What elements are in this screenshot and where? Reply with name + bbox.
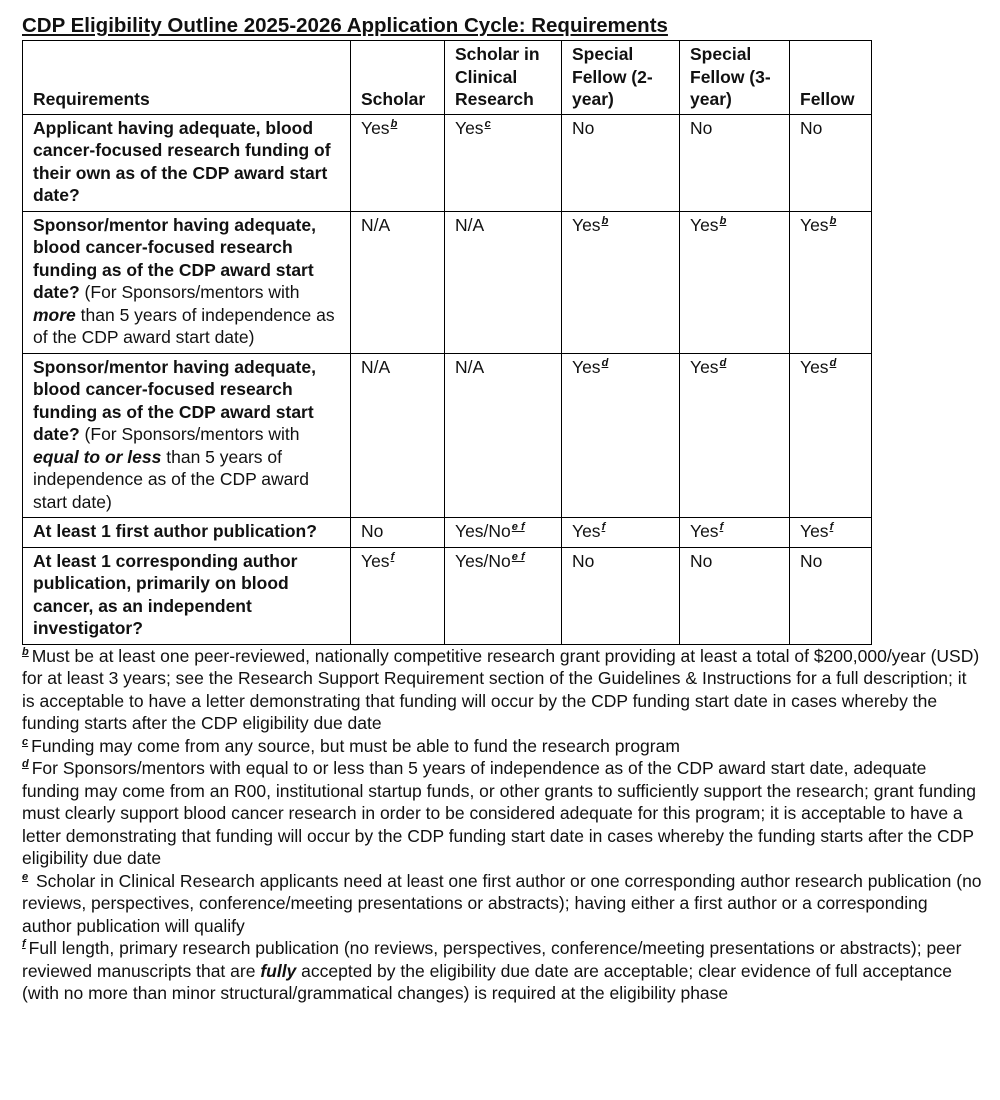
requirement-text: Sponsor/mentor having adequate, blood cancer-focused research funding as of the CDP award start date? [33,214,316,302]
table-row [23,518,872,548]
value-cell: N/A [445,353,562,518]
footnote-mark: e [22,870,29,883]
footnote-ref: f [390,550,395,563]
header-fellow: Fellow [790,41,872,115]
footnote-ref: c [484,117,491,130]
footnote-mark: b [22,645,29,658]
footnote-mark: f [22,938,26,951]
footnote-d: $^d$ For Sponsors/mentors with equal to or less than 5 years of independence as of the CDP award start date, adequate funding may come from an R00, institutional startup funds, or other grants to sufficiently support the research; grant funding must clearly support blood cancer research in order to be considered adequate for this program; it is acceptable to have a letter demonstrating that funding will occur by the CDP funding start date in cases whereby the funding starts after the CDP eligibility due date [22,758,976,868]
document-page [22,12,982,1005]
footnote-ref: e f [511,550,525,563]
footnote-ref: b [829,214,837,227]
value-cell: Yes$^c$ [445,114,562,211]
value-cell: Yes$^f$ [790,518,872,548]
footnote-ref: d [601,356,609,369]
table-header-row [23,41,872,115]
footnote-ref: d [719,356,727,369]
footnote-ref: d [829,356,837,369]
value-cell: N/A [445,211,562,353]
value-cell: Yes$^b$ [790,211,872,353]
table-row [23,353,872,518]
value-cell: Yes/No$^{e f}$ [445,547,562,644]
value-cell: Yes$^f$ [351,547,445,644]
value-cell: Yes$^f$ [680,518,790,548]
requirements-table [22,40,872,645]
requirement-cell: Sponsor/mentor having adequate, blood cancer-focused research funding as of the CDP award start date? (For Sponsors/mentors with more than 5 years of independence as of the CDP award start date) [23,211,351,353]
footnote-ref: b [719,214,727,227]
footnote-b: $^b$ Must be at least one peer-reviewed, nationally competitive research grant providing at least a total of $200,000/year (USD) for at least 3 years; see the Research Support Requirement section of the Guidelines & Instructions for a full description; it is acceptable to have a letter demonstrating that funding will occur by the CDP funding start date in cases whereby the funding starts after the CDP eligibility due date [22,645,980,733]
value-cell: Yes$^d$ [680,353,790,518]
footnote-c: $^c$ Funding may come from any source, but must be able to fund the research program [22,735,680,756]
value-cell: Yes$^b$ [680,211,790,353]
value-cell: No [562,547,680,644]
value-cell: Yes$^d$ [562,353,680,518]
footnote-ref: f [601,521,606,534]
header-scholar: Scholar [351,41,445,115]
value-cell: Yes$^b$ [562,211,680,353]
requirement-text: Sponsor/mentor having adequate, blood cancer-focused research funding as of the CDP award start date? [33,356,316,444]
value-cell: N/A [351,353,445,518]
header-special-fellow-2: Special Fellow (2-year) [562,41,680,115]
value-cell: No [790,114,872,211]
document-title: CDP Eligibility Outline 2025-2026 Application Cycle: Requirements [22,14,668,37]
footnote-f: $^f$ Full length, primary research publication (no reviews, perspectives, conference/meeting presentations or abstracts); peer reviewed manuscripts that are fully accepted by the eligibility due date are acceptable; clear evidence of full acceptance (with no more than minor structural/grammatical changes) is required at the eligibility phase [22,938,962,1003]
footnote-ref: e f [511,521,525,534]
table-row [23,211,872,353]
footnote-mark: c [22,735,29,748]
requirement-cell: Sponsor/mentor having adequate, blood cancer-focused research funding as of the CDP award start date? (For Sponsors/mentors with equal to or less than 5 years of independence as of the CDP award start date) [23,353,351,518]
footnote-ref: f [719,521,724,534]
value-cell: Yes$^d$ [790,353,872,518]
footnote-e: $^e$ Scholar in Clinical Research applicants need at least one first author or one corresponding author research publication (no reviews, perspectives, conference/meeting presentations or abstracts); having either a first author or a corresponding author publication will qualify [22,870,982,936]
value-cell: No [562,114,680,211]
table-row [23,114,872,211]
header-requirements: Requirements [23,41,351,115]
footnote-ref: b [601,214,609,227]
requirement-text: At least 1 first author publication? [33,521,317,541]
footnote-mark: d [22,758,29,771]
value-cell: Yes/No$^{e f}$ [445,518,562,548]
header-scholar-clinical: Scholar in Clinical Research [445,41,562,115]
value-cell: No [790,547,872,644]
requirement-cell [23,114,351,211]
value-cell: N/A [351,211,445,353]
footnote-ref: b [390,117,398,130]
value-cell: Yes$^b$ [351,114,445,211]
footnote-ref: f [829,521,834,534]
requirement-cell [23,547,351,644]
value-cell: No [680,547,790,644]
requirement-text: Applicant having adequate, blood cancer-focused research funding of their own as of the CDP award start date? [33,117,331,205]
footnotes [22,645,982,1005]
requirement-text: At least 1 corresponding author publication, primarily on blood cancer, as an independent investigator? [33,550,298,638]
requirement-cell [23,518,351,548]
value-cell: Yes$^f$ [562,518,680,548]
value-cell: No [351,518,445,548]
header-special-fellow-3: Special Fellow (3-year) [680,41,790,115]
value-cell: No [680,114,790,211]
table-row [23,547,872,644]
